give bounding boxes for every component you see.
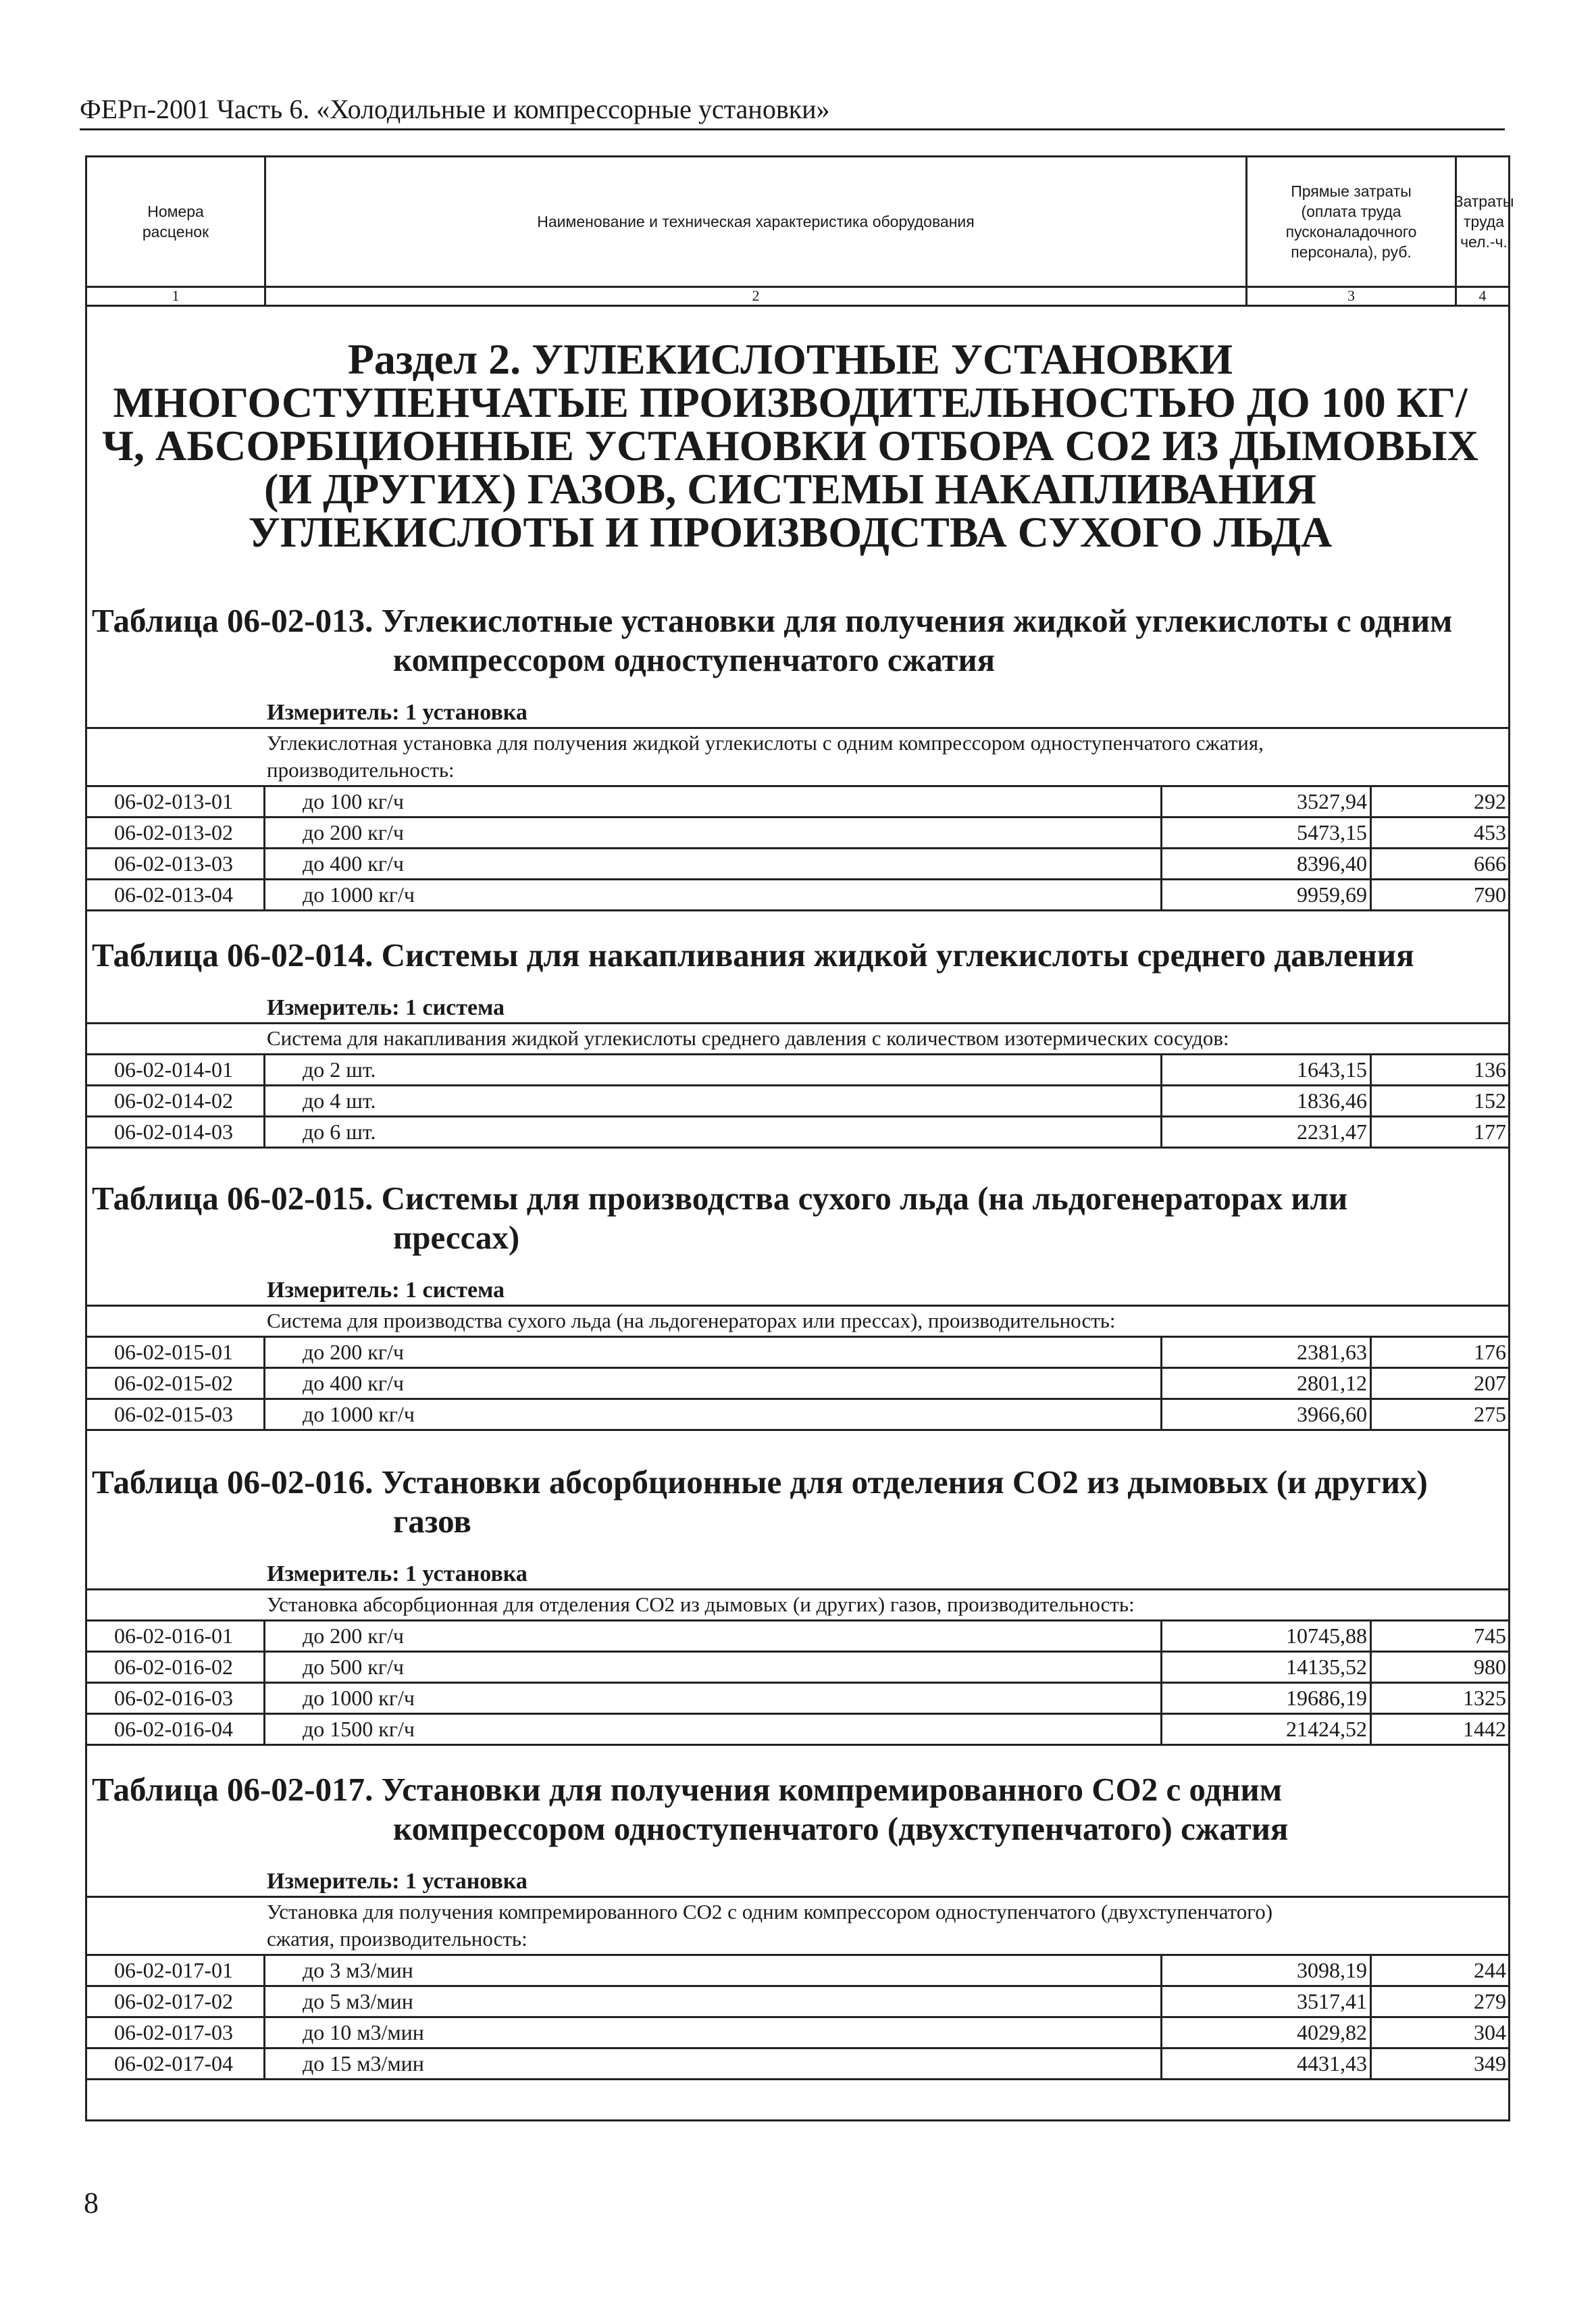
section-title: Раздел 2. УГЛЕКИСЛОТНЫЕ УСТАНОВКИ МНОГОСТУПЕНЧАТЫЕ ПРОИЗВОДИТЕЛЬНОСТЬЮ ДО 100 КГ/Ч, АБСОРБЦИОННЫЕ УСТАНОВКИ ОТБОРА CO2 ИЗ ДЫМОВЫХ (И ДРУГИХ) ГАЗОВ, СИСТЕМЫ НАКАПЛИВАНИЯ УГЛЕКИСЛОТЫ И ПРОИЗВОДСТВА СУХОГО ЛЬДА bbox=[102, 335, 1478, 556]
table-description bbox=[267, 1307, 1503, 1334]
table-measure: Измеритель: 1 установка bbox=[267, 700, 527, 725]
table-title bbox=[92, 1179, 1503, 1257]
row-labor: 1442 bbox=[1463, 1717, 1506, 1741]
table-column-rule bbox=[85, 1954, 87, 2080]
row-code: 06-02-014-03 bbox=[114, 1120, 233, 1144]
row-cost: 8396,40 bbox=[1297, 851, 1367, 876]
row-name: до 4 шт. bbox=[303, 1088, 376, 1113]
column-number-4: 4 bbox=[1457, 286, 1508, 305]
row-labor: 666 bbox=[1474, 851, 1506, 876]
column-header-bottom-rule bbox=[87, 305, 1508, 307]
table-column-rule bbox=[1160, 1954, 1162, 2080]
row-labor: 790 bbox=[1474, 882, 1506, 907]
row-labor: 349 bbox=[1474, 2051, 1506, 2076]
row-name: до 15 м3/мин bbox=[303, 2051, 424, 2076]
row-cost: 2801,12 bbox=[1297, 1371, 1367, 1395]
row-name: до 1000 кг/ч bbox=[303, 1686, 415, 1710]
table-title bbox=[92, 936, 1503, 975]
table-column-rule bbox=[263, 785, 265, 911]
table-bottom-rule bbox=[85, 1429, 1510, 1431]
row-cost: 2381,63 bbox=[1297, 1340, 1367, 1364]
table-column-rule bbox=[1370, 1053, 1372, 1149]
row-labor: 152 bbox=[1474, 1088, 1506, 1113]
row-cost: 21424,52 bbox=[1286, 1717, 1367, 1741]
table-bottom-rule bbox=[85, 1744, 1510, 1746]
row-code: 06-02-013-01 bbox=[114, 789, 233, 813]
row-labor: 279 bbox=[1474, 1989, 1506, 2013]
table-bottom-rule bbox=[85, 909, 1510, 911]
table-measure: Измеритель: 1 система bbox=[267, 995, 505, 1020]
description-line: Углекислотная установка для получения жидкой углекислоты с одним компрессором одноступенчатого сжатия, bbox=[267, 731, 1264, 755]
table-column-rule bbox=[1508, 1954, 1510, 2080]
row-labor: 304 bbox=[1474, 2020, 1506, 2044]
row-name: до 2 шт. bbox=[303, 1057, 376, 1082]
table-column-rule bbox=[1370, 1336, 1372, 1431]
row-cost: 3098,19 bbox=[1297, 1958, 1367, 1982]
description-line: Установка для получения компремированного CO2 с одним компрессором одноступенчатого (двухступенчатого) bbox=[267, 1900, 1273, 1923]
row-cost: 4029,82 bbox=[1297, 2020, 1367, 2044]
column-number-1: 1 bbox=[87, 286, 266, 305]
row-labor: 207 bbox=[1474, 1371, 1506, 1395]
description-line: сжатия, производительность: bbox=[267, 1927, 527, 1951]
row-name: до 100 кг/ч bbox=[303, 789, 404, 813]
row-labor: 275 bbox=[1474, 1402, 1506, 1426]
row-name: до 200 кг/ч bbox=[303, 820, 404, 845]
table-column-rule bbox=[1370, 785, 1372, 911]
row-cost: 4431,43 bbox=[1297, 2051, 1367, 2076]
table-title-line: прессах) bbox=[393, 1219, 520, 1256]
table-column-rule bbox=[1160, 785, 1162, 911]
row-name: до 1000 кг/ч bbox=[303, 1402, 415, 1426]
row-code: 06-02-017-04 bbox=[114, 2051, 233, 2076]
row-code: 06-02-013-03 bbox=[114, 851, 233, 876]
table-column-rule bbox=[263, 1053, 265, 1149]
table-title-line: Таблица 06-02-017. Установки для получения компремированного CO2 с одним bbox=[92, 1771, 1283, 1808]
table-column-rule bbox=[1508, 1336, 1510, 1431]
table-description bbox=[267, 1591, 1503, 1618]
row-labor: 980 bbox=[1474, 1655, 1506, 1679]
table-top-rule bbox=[85, 1305, 1510, 1307]
row-cost: 3527,94 bbox=[1297, 789, 1367, 813]
table-title bbox=[92, 1770, 1503, 1848]
table-measure: Измеритель: 1 установка bbox=[267, 1561, 527, 1586]
description-line: Система для накапливания жидкой углекислоты среднего давления с количеством изотермических сосудов: bbox=[267, 1026, 1229, 1050]
table-column-rule bbox=[85, 1619, 87, 1746]
table-column-rule bbox=[1508, 1619, 1510, 1746]
row-code: 06-02-015-03 bbox=[114, 1402, 233, 1426]
row-cost: 10745,88 bbox=[1286, 1624, 1367, 1648]
column-header-cost: Прямые затраты (оплата труда пусконаладочного персонала), руб. bbox=[1247, 157, 1457, 286]
description-line: Установка абсорбционная для отделения CO2 из дымовых (и других) газов, производительность: bbox=[267, 1592, 1135, 1616]
row-cost: 9959,69 bbox=[1297, 882, 1367, 907]
row-labor: 244 bbox=[1474, 1958, 1506, 1982]
row-name: до 1500 кг/ч bbox=[303, 1717, 415, 1741]
row-cost: 1643,15 bbox=[1297, 1057, 1367, 1082]
column-number-3: 3 bbox=[1247, 286, 1457, 305]
row-name: до 6 шт. bbox=[303, 1120, 376, 1144]
table-top-rule bbox=[85, 1896, 1510, 1898]
row-labor: 292 bbox=[1474, 789, 1506, 813]
table-column-rule bbox=[85, 1336, 87, 1431]
row-labor: 177 bbox=[1474, 1120, 1506, 1144]
row-cost: 5473,15 bbox=[1297, 820, 1367, 845]
table-column-rule bbox=[1160, 1336, 1162, 1431]
table-column-rule bbox=[1370, 1619, 1372, 1746]
row-code: 06-02-015-01 bbox=[114, 1340, 233, 1364]
row-labor: 136 bbox=[1474, 1057, 1506, 1082]
table-column-rule bbox=[1370, 1954, 1372, 2080]
table-column-rule bbox=[263, 1336, 265, 1431]
table-measure: Измеритель: 1 установка bbox=[267, 1869, 527, 1894]
table-measure: Измеритель: 1 система bbox=[267, 1278, 505, 1303]
header-rule bbox=[80, 128, 1505, 130]
row-cost: 3517,41 bbox=[1297, 1989, 1367, 2013]
row-cost: 14135,52 bbox=[1286, 1655, 1367, 1679]
row-name: до 200 кг/ч bbox=[303, 1340, 404, 1364]
row-cost: 1836,46 bbox=[1297, 1088, 1367, 1113]
column-number-2: 2 bbox=[266, 286, 1247, 305]
table-top-rule bbox=[85, 1588, 1510, 1590]
table-bottom-rule bbox=[85, 1147, 1510, 1149]
table-column-rule bbox=[1508, 1053, 1510, 1149]
table-description bbox=[267, 730, 1503, 784]
page-number: 8 bbox=[84, 2186, 99, 2219]
row-code: 06-02-015-02 bbox=[114, 1371, 233, 1395]
row-code: 06-02-013-04 bbox=[114, 882, 233, 907]
description-line: Система для производства сухого льда (на льдогенераторах или прессах), производительность: bbox=[267, 1309, 1116, 1332]
column-header-code: Номера расценок bbox=[87, 157, 266, 286]
row-code: 06-02-016-01 bbox=[114, 1624, 233, 1648]
table-column-rule bbox=[263, 1619, 265, 1746]
table-title-line: Таблица 06-02-016. Установки абсорбционные для отделения CO2 из дымовых (и других) bbox=[92, 1463, 1428, 1501]
row-name: до 400 кг/ч bbox=[303, 1371, 404, 1395]
row-cost: 19686,19 bbox=[1286, 1686, 1367, 1710]
row-code: 06-02-014-02 bbox=[114, 1088, 233, 1113]
table-title-line: Таблица 06-02-015. Системы для производства сухого льда (на льдогенераторах или bbox=[92, 1180, 1348, 1217]
row-name: до 200 кг/ч bbox=[303, 1624, 404, 1648]
row-name: до 500 кг/ч bbox=[303, 1655, 404, 1679]
row-name: до 1000 кг/ч bbox=[303, 882, 415, 907]
table-title-line: компрессором одноступенчатого (двухступенчатого) сжатия bbox=[393, 1810, 1289, 1847]
table-column-rule bbox=[85, 1053, 87, 1149]
table-column-rule bbox=[1160, 1053, 1162, 1149]
row-code: 06-02-016-04 bbox=[114, 1717, 233, 1741]
column-header-labor: Затраты труда чел.-ч. bbox=[1453, 193, 1514, 251]
row-code: 06-02-017-02 bbox=[114, 1989, 233, 2013]
row-name: до 400 кг/ч bbox=[303, 851, 404, 876]
table-title bbox=[92, 601, 1503, 680]
row-labor: 1325 bbox=[1463, 1686, 1506, 1710]
row-code: 06-02-014-01 bbox=[114, 1057, 233, 1082]
table-title-line: компрессором одноступенчатого сжатия bbox=[393, 641, 996, 678]
table-top-rule bbox=[85, 1022, 1510, 1024]
table-column-rule bbox=[1508, 785, 1510, 911]
row-name: до 5 м3/мин bbox=[303, 1989, 413, 2013]
table-bottom-rule bbox=[85, 2078, 1510, 2080]
table-column-rule bbox=[263, 1954, 265, 2080]
row-name: до 10 м3/мин bbox=[303, 2020, 424, 2044]
row-labor: 745 bbox=[1474, 1624, 1506, 1648]
table-column-rule bbox=[85, 785, 87, 911]
row-code: 06-02-016-03 bbox=[114, 1686, 233, 1710]
row-code: 06-02-013-02 bbox=[114, 820, 233, 845]
table-description bbox=[267, 1025, 1503, 1052]
row-code: 06-02-017-03 bbox=[114, 2020, 233, 2044]
row-code: 06-02-016-02 bbox=[114, 1655, 233, 1679]
table-title-line: газов bbox=[393, 1503, 471, 1540]
table-column-rule bbox=[1160, 1619, 1162, 1746]
row-cost: 3966,60 bbox=[1297, 1402, 1367, 1426]
table-description bbox=[267, 1898, 1503, 1953]
row-name: до 3 м3/мин bbox=[303, 1958, 413, 1982]
table-title-line: Таблица 06-02-013. Углекислотные установки для получения жидкой углекислоты с одним bbox=[92, 602, 1453, 639]
column-header-row bbox=[87, 157, 1514, 306]
row-code: 06-02-017-01 bbox=[114, 1958, 233, 1982]
page-header: ФЕРп-2001 Часть 6. «Холодильные и компрессорные установки» bbox=[80, 94, 830, 124]
description-line: производительность: bbox=[267, 758, 455, 782]
column-header-name: Наименование и техническая характеристика оборудования bbox=[266, 157, 1247, 286]
table-title bbox=[92, 1463, 1503, 1541]
row-cost: 2231,47 bbox=[1297, 1120, 1367, 1144]
table-top-rule bbox=[85, 727, 1510, 729]
table-title-line: Таблица 06-02-014. Системы для накапливания жидкой углекислоты среднего давления bbox=[92, 936, 1414, 974]
row-labor: 176 bbox=[1474, 1340, 1506, 1364]
row-labor: 453 bbox=[1474, 820, 1506, 845]
